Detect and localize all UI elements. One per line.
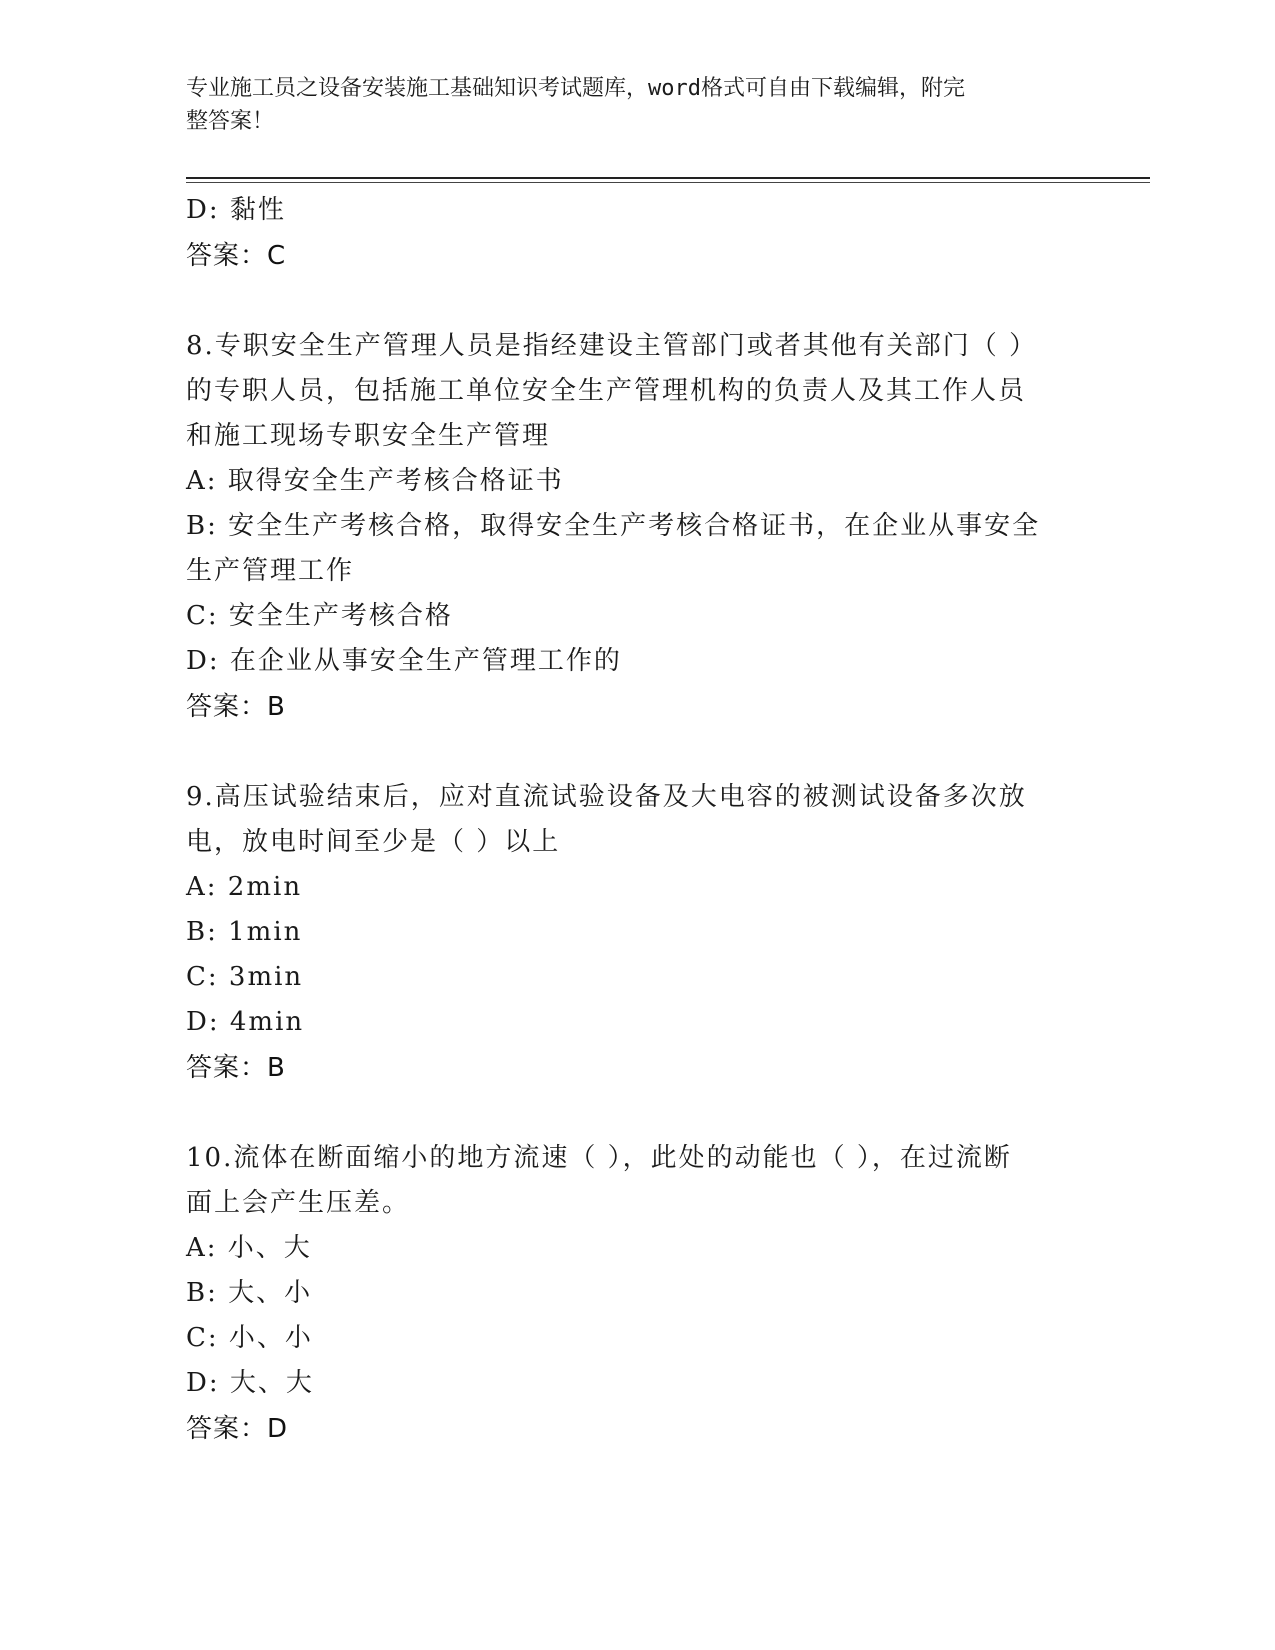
header-line-2: 整答案！ [186,109,275,134]
question-8 [186,324,1086,730]
question-10 [186,1136,1086,1452]
q10-option-a: A: 小、大 [186,1233,312,1263]
q9-answer: 答案：B [186,1053,286,1083]
prev-answer: 答案：C [186,241,287,271]
prev-option-d: D: 黏性 [186,195,286,225]
q9-stem-line-2: 电，放电时间至少是（ ）以上 [186,827,561,857]
q9-option-a: A: 2min [186,872,303,902]
question-content [186,188,1086,1452]
spacer [186,730,1086,775]
header-divider-thick [186,177,1150,179]
q8-stem-line-2: 的专职人员，包括施工单位安全生产管理机构的负责人及其工作人员 [186,376,1027,406]
q10-option-b: B: 大、小 [186,1278,313,1308]
q8-option-a: A: 取得安全生产考核合格证书 [186,466,564,496]
q10-option-d: D: 大、大 [186,1368,314,1398]
q8-stem-line-1: 8.专职安全生产管理人员是指经建设主管部门或者其他有关部门（ ） [186,331,1038,361]
q10-stem-line-1: 10.流体在断面缩小的地方流速（ ），此处的动能也（ ），在过流断 [186,1143,1012,1173]
q10-answer: 答案：D [186,1414,289,1444]
q9-stem-line-1: 9.高压试验结束后，应对直流试验设备及大电容的被测试设备多次放 [186,782,1027,812]
q8-answer: 答案：B [186,692,286,722]
header-line-1: 专业施工员之设备安装施工基础知识考试题库，word格式可自由下载编辑，附完 [186,76,965,101]
q8-option-d: D: 在企业从事安全生产管理工作的 [186,646,622,676]
q10-option-c: C: 小、小 [186,1323,313,1353]
q10-stem-line-2: 面上会产生压差。 [186,1188,411,1218]
q9-option-c: C: 3min [186,962,304,992]
q8-stem-line-3: 和施工现场专职安全生产管理 [186,421,551,451]
q8-option-b-line-1: B: 安全生产考核合格，取得安全生产考核合格证书，在企业从事安全 [186,511,1041,541]
spacer [186,1091,1086,1136]
q8-option-b-line-2: 生产管理工作 [186,556,355,586]
spacer [186,279,1086,324]
question-9 [186,775,1086,1091]
q9-option-d: D: 4min [186,1007,305,1037]
header-divider-thin [186,182,1150,183]
q9-option-b: B: 1min [186,917,303,947]
q8-option-c: C: 安全生产考核合格 [186,601,453,631]
page-header [186,72,1066,138]
